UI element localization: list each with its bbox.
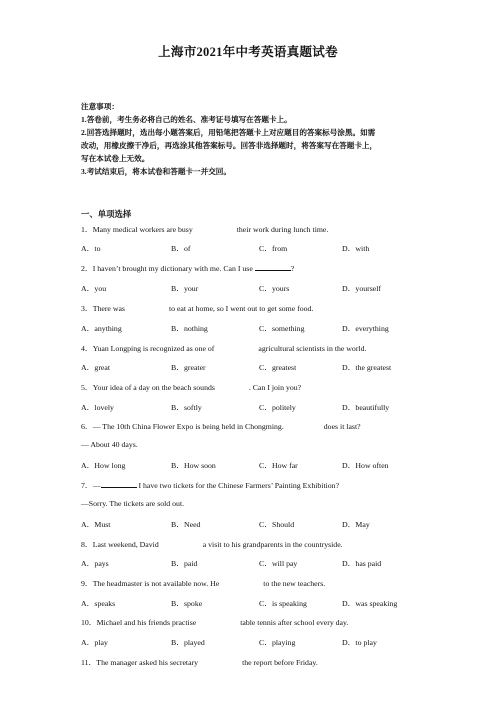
option-d: D．to play bbox=[342, 638, 377, 647]
option-b: B．paid bbox=[171, 559, 198, 568]
option-c: C．playing bbox=[259, 638, 296, 647]
notice-item: 改动，用橡皮擦干净后，再选涂其他答案标号。回答非选择题时，将答案写在答题卡上， bbox=[81, 141, 378, 150]
question-reply: — About 40 days. bbox=[81, 440, 138, 449]
option-c: C．How far bbox=[259, 461, 298, 470]
question-stem: 11．The manager asked his secretary the report before Friday. bbox=[81, 658, 318, 667]
question-stem: 9．The headmaster is not available now. He to the new teachers. bbox=[81, 579, 326, 588]
option-c: C．from bbox=[259, 244, 288, 253]
question-stem: 6．— The 10th China Flower Expo is being held in Chongming. does it last? bbox=[81, 422, 361, 431]
option-b: B．of bbox=[171, 244, 191, 253]
option-a: A．play bbox=[81, 638, 108, 647]
question-stem: 8．Last weekend, David a visit to his grandparents in the countryside. bbox=[81, 540, 343, 549]
question-stem: 4．Yuan Longping is recognized as one of agricultural scientists in the world. bbox=[81, 344, 367, 353]
option-a: A．to bbox=[81, 244, 101, 253]
option-d: D．How often bbox=[342, 461, 389, 470]
option-d: D．with bbox=[342, 244, 370, 253]
option-d: D．May bbox=[342, 520, 370, 529]
option-c: C．greatest bbox=[259, 363, 297, 372]
option-c: C．will pay bbox=[259, 559, 298, 568]
option-d: D．beautifully bbox=[342, 403, 390, 412]
option-d: D．everything bbox=[342, 324, 389, 333]
option-a: A．pays bbox=[81, 559, 109, 568]
option-b: B．greater bbox=[171, 363, 206, 372]
question-stem: 7．— I have two tickets for the Chinese Farmers’ Painting Exhibition? bbox=[81, 481, 340, 490]
option-b: B．played bbox=[171, 638, 205, 647]
option-a: A．anything bbox=[81, 324, 122, 333]
option-d: D．has paid bbox=[342, 559, 382, 568]
option-b: B．nothing bbox=[171, 324, 208, 333]
option-c: C．politely bbox=[259, 403, 296, 412]
question-stem: 10．Michael and his friends practise table tennis after school every day. bbox=[81, 618, 349, 627]
question-stem: 2．I haven’t brought my dictionary with me. Can I use ? bbox=[81, 264, 295, 273]
option-b: B．Need bbox=[171, 520, 201, 529]
question-stem: 3．There was to eat at home, so I went out to get some food. bbox=[81, 304, 314, 313]
option-c: C．Should bbox=[259, 520, 295, 529]
question-reply: —Sorry. The tickets are sold out. bbox=[81, 499, 185, 508]
option-b: B．How soon bbox=[171, 461, 216, 470]
option-a: A．Must bbox=[81, 520, 111, 529]
notice-item: 写在本试卷上无效。 bbox=[81, 154, 150, 163]
section-heading: 一、单项选择 bbox=[81, 210, 132, 219]
notice-item: 2.回答选择题时，选出每小题答案后，用铅笔把答题卡上对应题目的答案标号涂黑。如需 bbox=[81, 128, 376, 137]
question-stem: 1．Many medical workers are busy their work during lunch time. bbox=[81, 225, 329, 234]
option-a: A．great bbox=[81, 363, 111, 372]
option-c: C．is speaking bbox=[259, 599, 307, 608]
option-b: B．spoke bbox=[171, 599, 203, 608]
option-a: A．lovely bbox=[81, 403, 114, 412]
notice-item: 3.考试结束后，将本试卷和答题卡一并交回。 bbox=[81, 167, 231, 176]
option-c: C．yours bbox=[259, 284, 290, 293]
page-title: 上海市2021年中考英语真题试卷 bbox=[158, 45, 338, 59]
option-a: A．you bbox=[81, 284, 107, 293]
option-a: A．How long bbox=[81, 461, 126, 470]
notice-item: 1.答卷前，考生务必将自己的姓名、准考证号填写在答题卡上。 bbox=[81, 115, 292, 124]
option-d: D．the greatest bbox=[342, 363, 392, 372]
notice-block bbox=[81, 100, 421, 178]
question-stem: 5．Your idea of a day on the beach sounds . Can I join you? bbox=[81, 383, 302, 392]
option-d: D．was speaking bbox=[342, 599, 398, 608]
option-d: D．yourself bbox=[342, 284, 381, 293]
option-b: B．softly bbox=[171, 403, 202, 412]
option-a: A．speaks bbox=[81, 599, 116, 608]
option-c: C．something bbox=[259, 324, 305, 333]
option-b: B．your bbox=[171, 284, 199, 293]
notice-heading: 注意事项： bbox=[81, 102, 119, 111]
